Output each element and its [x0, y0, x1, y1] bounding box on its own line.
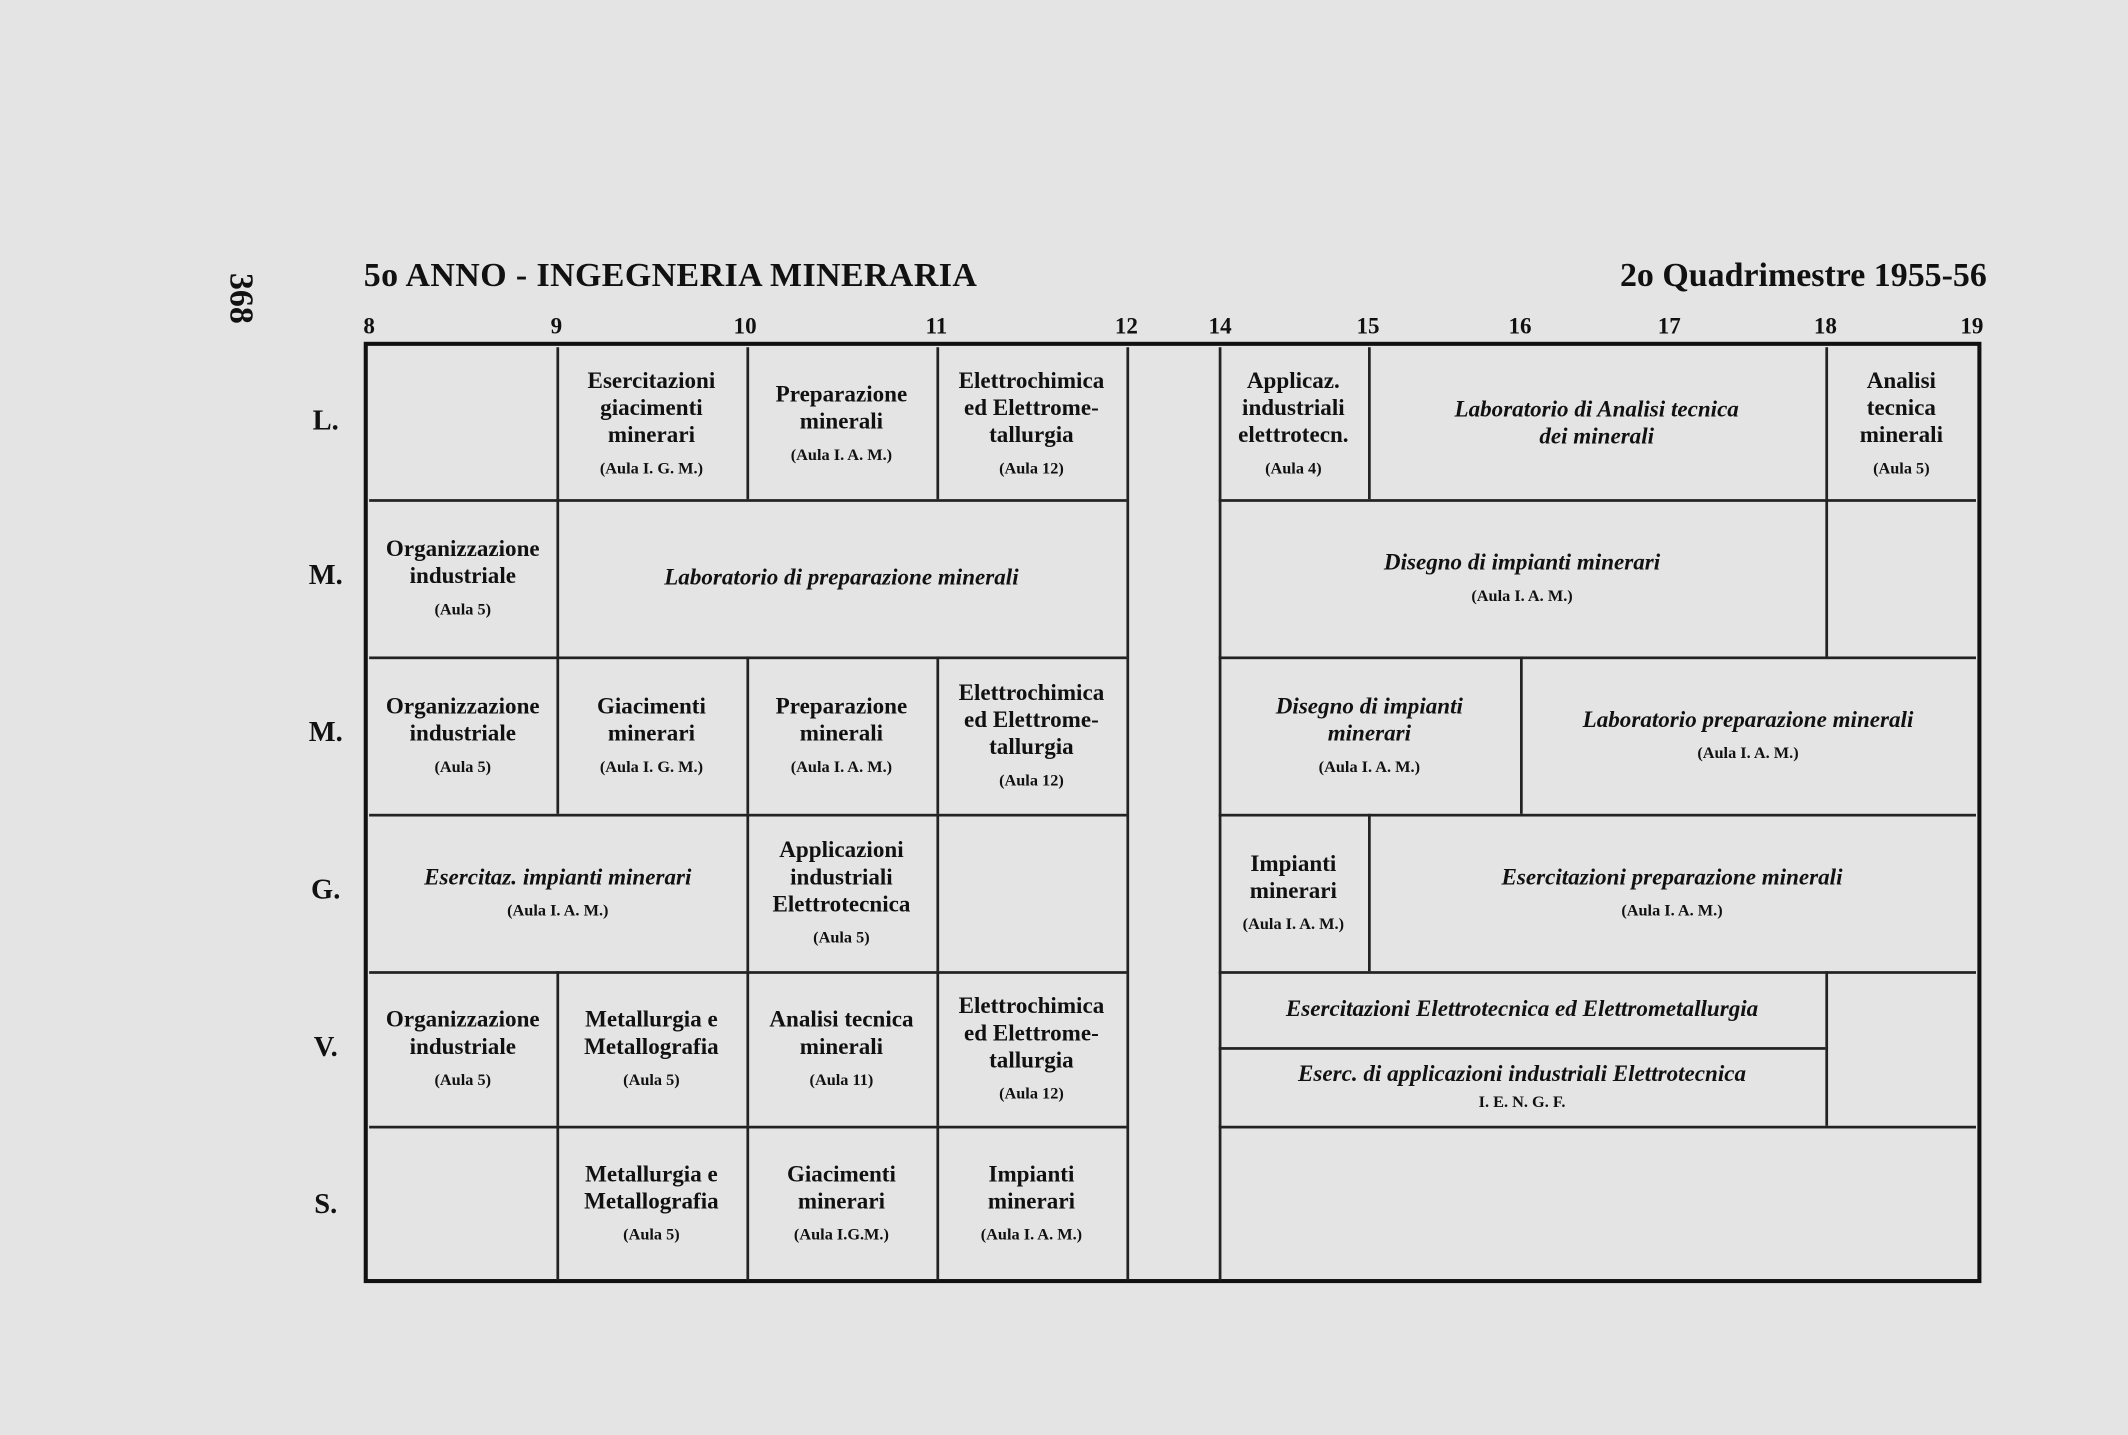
course-name-line: ed Elettrome-: [964, 706, 1099, 733]
course-name-line: minerari: [1327, 720, 1412, 746]
timetable-cell: [1219, 499, 1826, 656]
timetable-cell: [1825, 347, 1977, 499]
room-label: (Aula I. A. M.): [1242, 914, 1345, 934]
course-name-line: Impianti: [988, 1161, 1075, 1187]
course-name-line: Metallografia: [584, 1188, 719, 1214]
course-name-line: minerari: [607, 421, 695, 448]
room-label: (Aula I. A. M.): [1697, 743, 1799, 763]
hour-label-18: 18: [1813, 313, 1837, 340]
course-name-line: ed Elettrome-: [964, 394, 1099, 421]
course-name-line: Impianti: [1250, 850, 1337, 877]
grid-line: [1825, 499, 1828, 656]
timetable-cell: [746, 814, 936, 971]
timetable-cell: [746, 656, 936, 813]
hour-label-8: 8: [363, 313, 375, 340]
page-title: 5o ANNO - INGEGNERIA MINERARIA: [363, 257, 978, 295]
room-label: (Aula I. A. M.): [790, 756, 893, 776]
course-name-line: Laboratorio preparazione minerali: [1582, 706, 1914, 733]
semester-label: 2o Quadrimestre 1955-56: [1619, 257, 1987, 295]
page-number: 368: [222, 272, 259, 324]
course-name-line: minerari: [1249, 877, 1337, 904]
timetable-cell: [369, 499, 556, 656]
hour-label-9: 9: [550, 313, 563, 340]
room-label: (Aula 5): [813, 927, 870, 947]
hour-label-16: 16: [1508, 313, 1532, 340]
course-name-line: Elettrochimica: [958, 367, 1105, 394]
hour-label-14: 14: [1208, 313, 1232, 340]
timetable-cell: [936, 1126, 1126, 1281]
timetable-cell: [1219, 971, 1826, 1047]
room-label: (Aula I. A. M.): [980, 1224, 1083, 1244]
timetable-cell: [746, 1126, 936, 1281]
timetable-cell: [1219, 347, 1368, 499]
course-name-line: minerali: [1859, 421, 1944, 448]
hour-label-11: 11: [925, 313, 948, 340]
room-label: (Aula I. G. M.): [599, 756, 704, 776]
timetable-cell: [556, 971, 746, 1126]
room-label: (Aula 5): [623, 1224, 680, 1244]
timetable-cell: [369, 971, 556, 1126]
course-name-line: Metallografia: [584, 1033, 719, 1060]
course-name-line: industriale: [409, 562, 516, 589]
timetable-cell: [1219, 814, 1368, 971]
hour-label-12: 12: [1114, 313, 1138, 340]
room-label: (Aula 5): [434, 756, 492, 776]
timetable-cell: [1368, 814, 1976, 971]
day-label: V.: [313, 1030, 338, 1063]
course-name-line: Metallurgia e: [585, 1006, 718, 1033]
timetable-cell: [936, 971, 1126, 1126]
timetable-cell: [746, 971, 936, 1126]
hour-label-10: 10: [733, 313, 757, 340]
course-name-line: Laboratorio di preparazione minerali: [664, 564, 1019, 591]
course-name-line: minerali: [799, 408, 884, 435]
course-name-line: ed Elettrome-: [964, 1019, 1099, 1046]
course-name-line: Giacimenti: [596, 693, 706, 719]
course-name-line: industriale: [409, 720, 516, 746]
room-label: (Aula 12): [999, 770, 1064, 790]
day-label: M.: [308, 558, 343, 591]
room-label: (Aula I. A. M.): [1318, 756, 1421, 776]
course-name-line: industriale: [409, 1033, 516, 1060]
grid-line: [1126, 347, 1129, 1280]
course-name-line: Esercitaz. impianti minerari: [424, 863, 692, 890]
timetable-cell: [556, 499, 1126, 656]
day-label: M.: [308, 715, 343, 749]
course-name-line: Organizzazione: [385, 693, 540, 719]
course-name-line: Eserc. di applicazioni industriali Elettrotecnica: [1298, 1060, 1747, 1087]
room-label: (Aula 5): [434, 1070, 492, 1090]
room-label: (Aula 11): [809, 1070, 874, 1090]
grid-line: [1825, 971, 1828, 1126]
room-label: (Aula I. A. M.): [1621, 900, 1723, 920]
grid-line: [1219, 1126, 1976, 1129]
course-name-line: Metallurgia e: [585, 1161, 718, 1187]
course-name-line: Esercitazioni preparazione minerali: [1501, 863, 1843, 890]
room-label: (Aula 12): [999, 458, 1064, 478]
course-name-line: Laboratorio di Analisi tecnica: [1454, 396, 1739, 422]
timetable-cell: [556, 1126, 746, 1281]
course-name-line: industriali: [1242, 394, 1345, 421]
course-name-line: Disegno di impianti: [1275, 693, 1463, 719]
course-name-line: Organizzazione: [385, 1006, 540, 1033]
course-name-line: minerari: [797, 1188, 885, 1214]
room-label: (Aula I. A. M.): [507, 900, 609, 920]
course-name-line: minerari: [987, 1188, 1075, 1214]
timetable-cell: [369, 656, 556, 813]
timetable-cell: [556, 347, 746, 499]
course-name-line: Applicaz.: [1246, 367, 1340, 394]
room-label: (Aula I.G.M.): [793, 1224, 889, 1244]
timetable-cell: [1368, 347, 1825, 499]
course-name-line: tallurgia: [989, 733, 1074, 760]
course-name-line: Disegno di impianti minerari: [1383, 549, 1661, 576]
room-label: (Aula 5): [1873, 458, 1930, 478]
timetable-cell: [936, 656, 1126, 813]
course-name-line: Esercitazioni: [587, 367, 716, 394]
course-name-line: Analisi tecnica: [769, 1006, 914, 1033]
room-label: (Aula 12): [999, 1083, 1064, 1103]
course-name-line: minerari: [607, 720, 695, 746]
timetable-cell: [1219, 1047, 1826, 1126]
course-name-line: Analisi: [1866, 367, 1936, 394]
course-name-line: minerali: [799, 720, 884, 746]
course-name-line: industriali: [790, 863, 893, 890]
room-label: (Aula 5): [434, 599, 492, 619]
course-name-line: Elettrotecnica: [772, 891, 911, 917]
course-name-line: Elettrochimica: [958, 679, 1105, 706]
course-name-line: elettrotecn.: [1238, 421, 1349, 448]
course-name-line: Esercitazioni Elettrotecnica ed Elettrometallurgia: [1285, 995, 1759, 1022]
room-label: (Aula 5): [623, 1070, 680, 1090]
course-name-line: Elettrochimica: [958, 992, 1105, 1019]
room-label: (Aula I. A. M.): [1471, 585, 1573, 605]
course-name-line: Preparazione: [775, 693, 908, 719]
timetable-cell: [936, 347, 1126, 499]
course-name-line: minerali: [799, 1033, 884, 1060]
course-name-line: Applicazioni: [779, 836, 904, 863]
course-name-line: Preparazione: [775, 381, 908, 407]
hour-label-17: 17: [1657, 313, 1681, 340]
day-label: G.: [311, 872, 341, 906]
hour-label-15: 15: [1356, 313, 1380, 340]
room-label: I. E. N. G. F.: [1478, 1091, 1566, 1111]
day-label: S.: [314, 1187, 338, 1221]
course-name-line: Organizzazione: [385, 535, 540, 562]
course-name-line: tecnica: [1866, 394, 1936, 421]
course-name-line: Giacimenti: [786, 1161, 896, 1187]
course-name-line: tallurgia: [989, 421, 1074, 448]
course-name-line: dei minerali: [1539, 423, 1655, 449]
course-name-line: tallurgia: [989, 1047, 1074, 1073]
timetable-cell: [369, 814, 746, 971]
room-label: (Aula 4): [1265, 458, 1322, 478]
timetable-cell: [1219, 656, 1520, 813]
course-name-line: giacimenti: [600, 394, 703, 421]
room-label: (Aula I. A. M.): [790, 444, 893, 464]
timetable-cell: [1520, 656, 1976, 813]
room-label: (Aula I. G. M.): [599, 458, 704, 478]
timetable-cell: [556, 656, 746, 813]
hour-label-19: 19: [1960, 313, 1984, 340]
timetable-cell: [746, 347, 936, 499]
day-label: L.: [312, 403, 339, 437]
grid-line: [936, 814, 939, 971]
